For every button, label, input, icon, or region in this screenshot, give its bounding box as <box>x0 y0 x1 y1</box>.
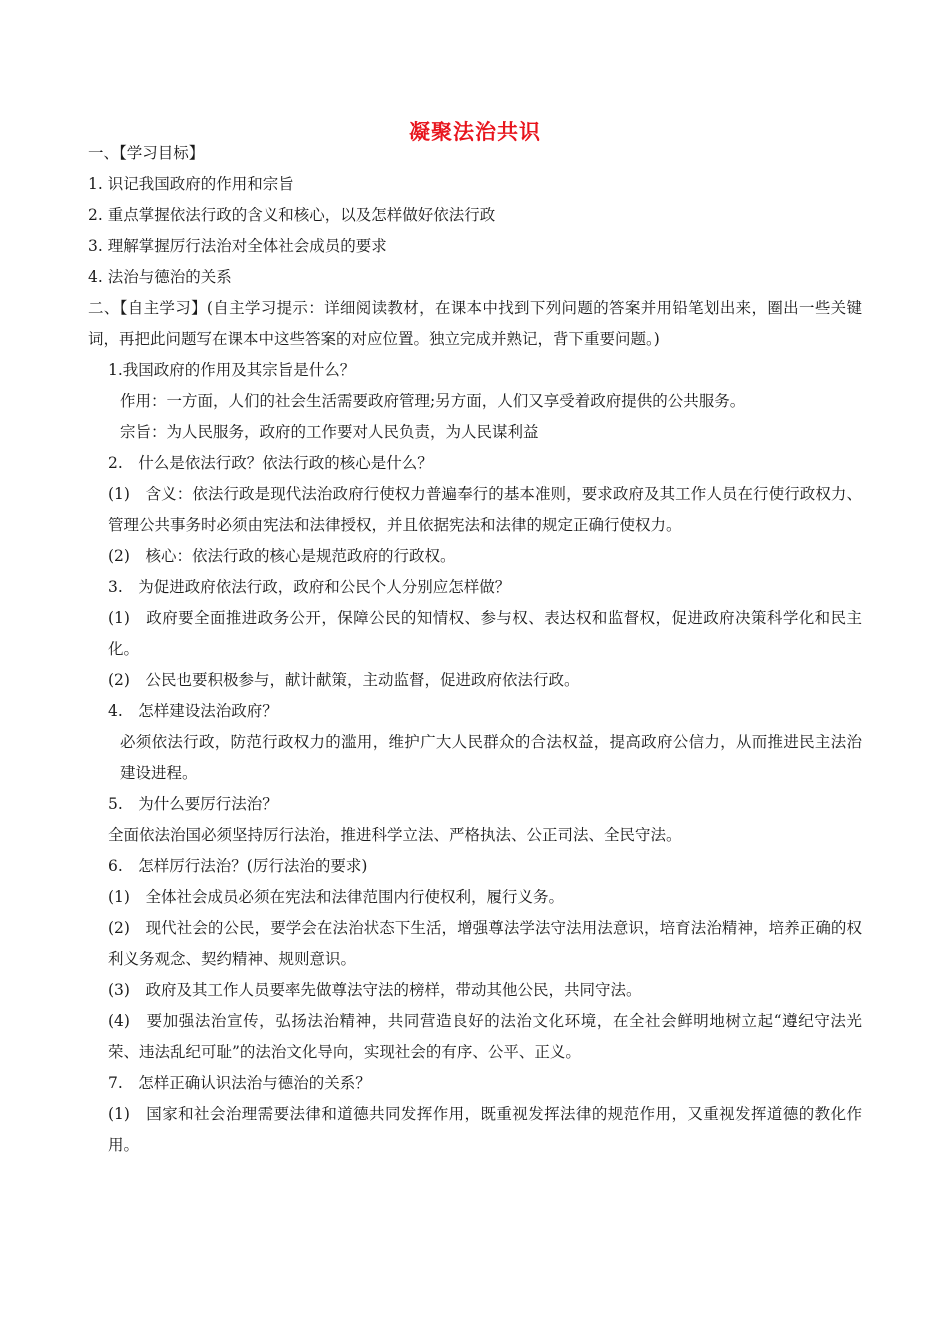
answer-1-purpose: 宗旨：为人民服务，政府的工作要对人民负责，为人民谋利益 <box>120 423 539 441</box>
answer-3-1: (1) 政府要全面推进政务公开，保障公民的知情权、参与权、表达权和监督权，促进政府决策科学化和民主化。 <box>108 609 862 658</box>
answer-4: 必须依法行政，防范行政权力的滥用，维护广大人民群众的合法权益，提高政府公信力，从而推进民主法治建设进程。 <box>120 733 862 782</box>
goal-item: 4. 法治与德治的关系 <box>88 268 232 286</box>
question-2: 2. 什么是依法行政？依法行政的核心是什么？ <box>108 454 433 472</box>
answer-2-2: (2) 核心：依法行政的核心是规范政府的行政权。 <box>108 547 456 565</box>
answer-2-1: (1) 含义：依法行政是现代法治政府行使权力普遍奉行的基本准则，要求政府及其工作人员在行使行政权力、管理公共事务时必须由宪法和法律授权，并且依据宪法和法律的规定正确行使权力。 <box>108 485 862 534</box>
answer-5: 全面依法治国必须坚持厉行法治，推进科学立法、严格执法、公正司法、全民守法。 <box>108 826 682 844</box>
question-1: 1.我国政府的作用及其宗旨是什么？ <box>108 361 356 379</box>
page-title: 凝聚法治共识 <box>409 120 541 144</box>
answer-6-1: (1) 全体社会成员必须在宪法和法律范围内行使权利，履行义务。 <box>108 888 564 906</box>
answer-3-2: (2) 公民也要积极参与，献计献策，主动监督，促进政府依法行政。 <box>108 671 580 689</box>
question-6: 6. 怎样厉行法治？(厉行法治的要求) <box>108 857 368 875</box>
goal-item: 1. 识记我国政府的作用和宗旨 <box>88 175 294 193</box>
answer-7-1: (1) 国家和社会治理需要法律和道德共同发挥作用，既重视发挥法律的规范作用，又重视发挥道德的教化作用。 <box>108 1105 862 1154</box>
document-body <box>88 138 862 1161</box>
answer-6-2: (2) 现代社会的公民，要学会在法治状态下生活，增强尊法学法守法用法意识，培育法治精神，培养正确的权利义务观念、契约精神、规则意识。 <box>108 919 862 968</box>
question-7: 7. 怎样正确认识法治与德治的关系？ <box>108 1074 371 1092</box>
question-5: 5. 为什么要厉行法治？ <box>108 795 278 813</box>
section-heading-self-study: 二、【自主学习】(自主学习提示：详细阅读教材，在课本中找到下列问题的答案并用铅笔划出来，圈出一些关键词，再把此问题写在课本中这些答案的对应位置。独立完成并熟记，背下重要问题。) <box>88 299 862 348</box>
answer-1-role: 作用：一方面，人们的社会生活需要政府管理;另方面，人们又享受着政府提供的公共服务。 <box>120 392 746 410</box>
answer-6-4: (4) 要加强法治宣传，弘扬法治精神，共同营造良好的法治文化环境，在全社会鲜明地树立起“遵纪守法光荣、违法乱纪可耻”的法治文化导向，实现社会的有序、公平、正义。 <box>108 1012 862 1061</box>
question-3: 3. 为促进政府依法行政，政府和公民个人分别应怎样做？ <box>108 578 511 596</box>
goal-item: 3. 理解掌握厉行法治对全体社会成员的要求 <box>88 237 387 255</box>
goal-item: 2. 重点掌握依法行政的含义和核心，以及怎样做好依法行政 <box>88 206 496 224</box>
question-4: 4. 怎样建设法治政府？ <box>108 702 278 720</box>
answer-6-3: (3) 政府及其工作人员要率先做尊法守法的榜样，带动其他公民，共同守法。 <box>108 981 642 999</box>
section-heading-learning-goals: 一、【学习目标】 <box>88 144 205 162</box>
